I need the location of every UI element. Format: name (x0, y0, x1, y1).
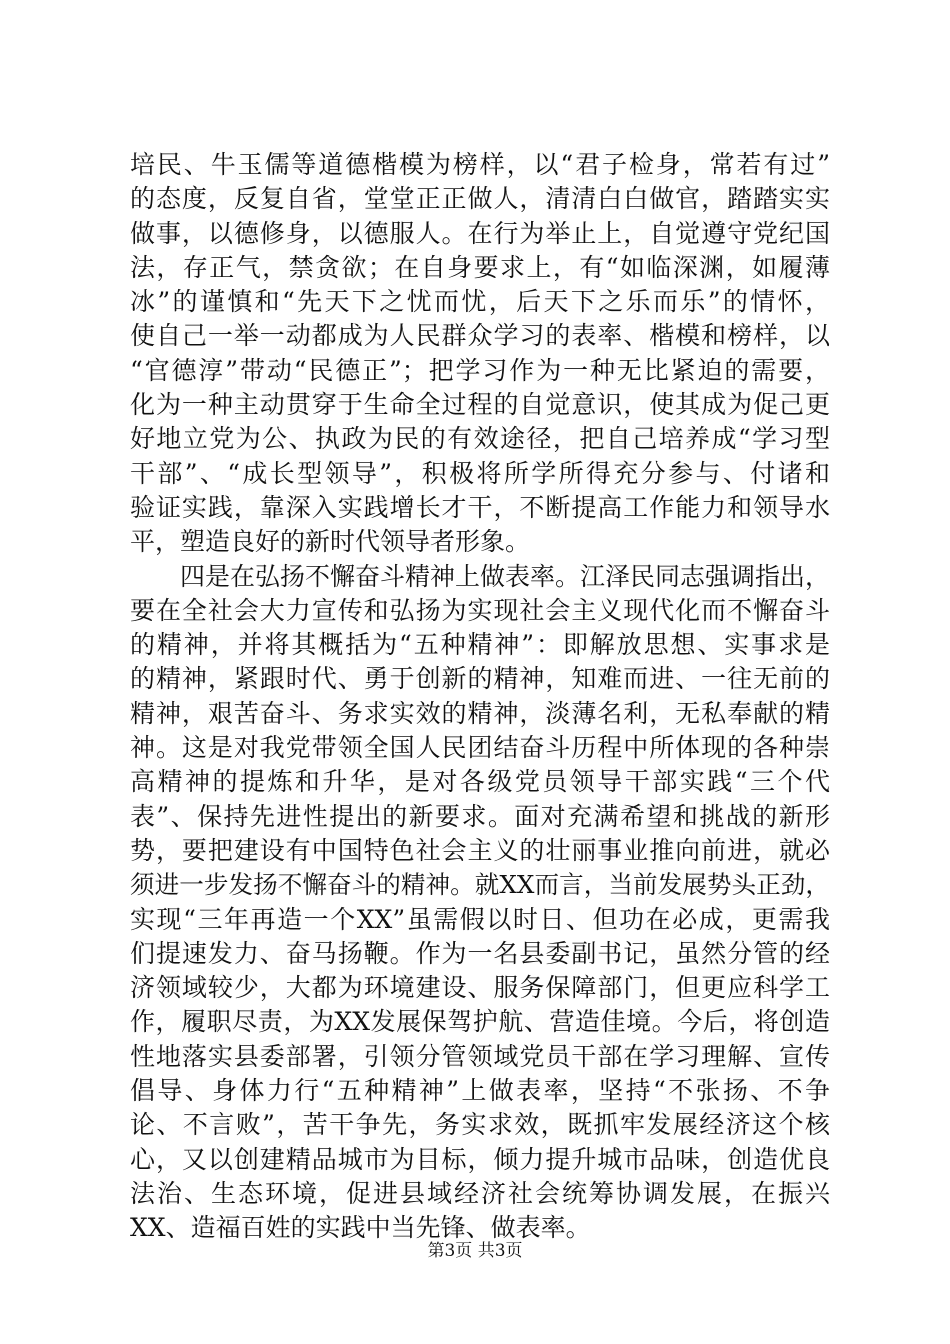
text-line: 干部”、“成长型领导”，积极将所学所得充分参与、付诸和 (130, 458, 830, 488)
text-line: 神。这是对我党带领全国人民团结奋斗历程中所体现的各种崇 (130, 733, 830, 763)
text-line: 培民、牛玉儒等道德楷模为榜样，以“君子检身，常若有过” (130, 150, 830, 179)
paragraph-start-line: 四是在弘扬不懈奋斗精神上做表率。江泽民同志强调指出， (180, 561, 830, 591)
document-body (130, 148, 830, 1246)
text-line: 济领域较少，大都为环境建设、服务保障部门，但更应科学工 (130, 973, 830, 1003)
text-line: 使自己一举一动都成为人民群众学习的表率、楷模和榜样，以 (130, 321, 830, 351)
text-line: 的精神，并将其概括为“五种精神”：即解放思想、实事求是 (130, 630, 830, 660)
text-line: 们提速发力、奋马扬鞭。作为一名县委副书记，虽然分管的经 (130, 938, 830, 968)
text-line: 作，履职尽责，为XX发展保驾护航、营造佳境。今后，将创造 (130, 1007, 830, 1037)
text-line: 化为一种主动贯穿于生命全过程的自觉意识，使其成为促己更 (130, 390, 830, 420)
text-line: 好地立党为公、执政为民的有效途径，把自己培养成“学习型 (130, 424, 830, 454)
text-line: 验证实践，靠深入实践增长才干，不断提高工作能力和领导水 (130, 492, 830, 522)
text-line: 须进一步发扬不懈奋斗的精神。就XX而言，当前发展势头正劲， (130, 870, 830, 900)
text-line: 的态度，反复自省，堂堂正正做人，清清白白做官，踏踏实实 (130, 184, 830, 214)
text-line: 平，塑造良好的新时代领导者形象。 (130, 527, 531, 557)
text-line: 要在全社会大力宣传和弘扬为实现社会主义现代化而不懈奋斗 (130, 595, 830, 625)
text-line: 法治、生态环境，促进县域经济社会统筹协调发展，在振兴 (130, 1178, 830, 1208)
text-line: 高精神的提炼和升华，是对各级党员领导干部实践“三个代 (130, 767, 830, 797)
text-line: 论、不言败”，苦干争先，务实求效，既抓牢发展经济这个核 (130, 1110, 830, 1140)
text-line: 倡导、身体力行“五种精神”上做表率，坚持“不张扬、不争 (130, 1076, 830, 1106)
text-line: 心，又以创建精品城市为目标，倾力提升城市品味，创造优良 (130, 1144, 830, 1174)
text-line: 法，存正气，禁贪欲；在自身要求上，有“如临深渊，如履薄 (130, 252, 830, 282)
text-line: XX、造福百姓的实践中当先锋、做表率。 (130, 1213, 591, 1243)
text-line: 精神，艰苦奋斗、务求实效的精神，淡薄名利，无私奉献的精 (130, 698, 830, 728)
text-line: 势，要把建设有中国特色社会主义的壮丽事业推向前进，就必 (130, 835, 830, 865)
page-number-footer: 第3页 共3页 (427, 1241, 523, 1261)
text-line: 的精神，紧跟时代、勇于创新的精神，知难而进、一往无前的 (130, 664, 830, 694)
text-line: “官德淳”带动“民德正”；把学习作为一种无比紧迫的需要， (130, 355, 830, 385)
text-line: 冰”的谨慎和“先天下之忧而忧，后天下之乐而乐”的情怀， (130, 287, 830, 317)
text-line: 实现“三年再造一个XX”虽需假以时日、但功在必成，更需我 (130, 904, 830, 934)
text-line: 做事，以德修身，以德服人。在行为举止上，自觉遵守党纪国 (130, 218, 830, 248)
text-line: 表”、保持先进性提出的新要求。面对充满希望和挑战的新形 (130, 801, 830, 831)
text-line: 性地落实县委部署，引领分管领域党员干部在学习理解、宣传 (130, 1041, 830, 1071)
